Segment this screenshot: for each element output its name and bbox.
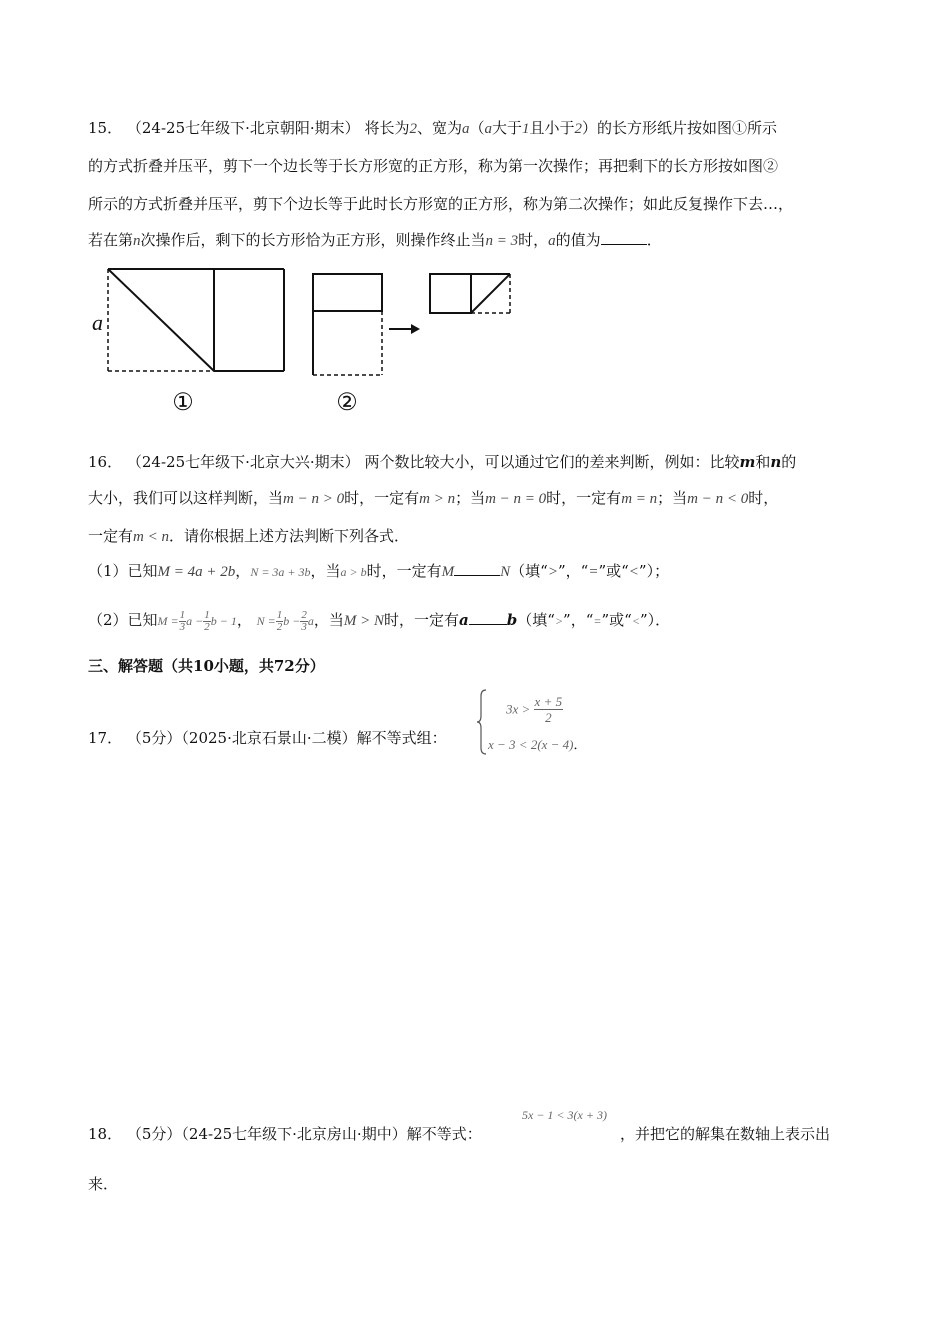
- text: ，: [235, 562, 251, 580]
- text: 两个数比较大小，可以通过它们的差来判断，例如：比较: [364, 453, 740, 471]
- math-var: n: [133, 233, 141, 249]
- text: ”）．: [639, 611, 671, 629]
- fraction: [203, 610, 211, 633]
- text: 的值为: [555, 231, 601, 249]
- q16-line-1: [88, 452, 796, 472]
- numerator: 1: [276, 608, 283, 621]
- question-source: （24-25七年级下·北京朝阳·期末）: [126, 119, 360, 137]
- answer-blank[interactable]: [454, 561, 500, 576]
- math-expr: a −: [186, 614, 204, 628]
- text: ”或“: [601, 611, 632, 629]
- math-value: 2: [574, 121, 583, 137]
- math-expr: m > n: [419, 491, 456, 507]
- text: 时，一定有: [546, 489, 622, 507]
- text: ”，“: [557, 562, 589, 580]
- question-score: （5分）: [126, 1125, 182, 1143]
- math-var: a: [484, 121, 492, 137]
- math-expr: m − n = 0: [485, 491, 547, 507]
- text: ）的长方形纸片按如图①所示: [582, 119, 778, 137]
- math-expr: b −: [283, 614, 301, 628]
- q18-line-1-cont: ，并把它的解集在数轴上表示出: [620, 1125, 831, 1143]
- math-var: a: [307, 614, 314, 628]
- text: 一定有: [88, 527, 134, 545]
- q15-line-1: [88, 118, 777, 139]
- text: 解不等式：: [406, 1125, 482, 1143]
- text: 的: [781, 453, 797, 471]
- figure-2: [313, 274, 382, 416]
- denominator: 2: [545, 710, 552, 725]
- q17-line: [88, 728, 447, 748]
- q15-line-4: [88, 230, 662, 251]
- answer-blank[interactable]: [469, 610, 507, 625]
- part-label: （1）已知: [88, 562, 158, 580]
- inequality-1: [506, 694, 563, 725]
- inequality-2: [488, 734, 587, 753]
- math-var: M: [441, 564, 455, 580]
- text: 且小于: [529, 119, 575, 137]
- q18-line-2: 来．: [88, 1175, 119, 1193]
- text: 若在第: [88, 231, 134, 249]
- math-symbol: =: [593, 614, 602, 628]
- math-expr: N =: [256, 614, 276, 628]
- question-source: （24-25七年级下·北京大兴·期末）: [126, 453, 360, 471]
- text: 、宽为: [416, 119, 462, 137]
- question-number: 18．: [88, 1125, 123, 1143]
- denominator: 3: [179, 620, 186, 633]
- part-label: （2）已知: [88, 611, 158, 629]
- denominator: 2: [204, 620, 210, 633]
- q16-part-1: [88, 561, 669, 582]
- text: ”）；: [638, 562, 670, 580]
- text: 次操作后，剩下的长方形恰为正方形，则操作终止当: [140, 231, 486, 249]
- math-var: m: [739, 453, 756, 471]
- numerator: x + 5: [534, 694, 563, 709]
- q17-inequality-system: [476, 688, 616, 758]
- question-source: （24-25七年级下·北京房山·期中）: [181, 1125, 407, 1143]
- answer-blank[interactable]: [601, 230, 647, 245]
- text: 时，一定有: [384, 611, 460, 629]
- numerator: 1: [179, 608, 186, 621]
- fraction: [534, 694, 564, 725]
- math-expr: n = 3: [485, 233, 519, 249]
- question-source: （2025·北京石景山·二模）: [181, 729, 357, 747]
- math-symbol: <: [631, 614, 640, 628]
- math-symbol: >: [554, 614, 564, 628]
- math-value: 1: [522, 121, 530, 137]
- figure-1-label: ①: [172, 390, 194, 416]
- math-var: a: [548, 233, 556, 249]
- math-expr: M = 4a + 2b: [157, 564, 236, 580]
- question-number: 17．: [88, 729, 123, 747]
- q15-figure: [80, 262, 540, 422]
- text: 时，一定有: [366, 562, 442, 580]
- text: 大小，我们可以这样判断，当: [88, 489, 284, 507]
- math-var: N: [500, 564, 511, 580]
- figure-2-label: ②: [336, 390, 358, 416]
- text: ，: [236, 611, 252, 629]
- text: （填“: [510, 562, 548, 580]
- text: 时，: [748, 489, 779, 507]
- math-expr: m = n: [621, 491, 658, 507]
- math-value: 2: [409, 121, 417, 137]
- text: ，当: [310, 562, 341, 580]
- math-var: a: [461, 121, 470, 137]
- text: （填“: [517, 611, 555, 629]
- math-expr: m − n < 0: [687, 491, 749, 507]
- text: ；当: [657, 489, 688, 507]
- q18-inequality: 5x − 1 < 3(x + 3): [522, 1108, 607, 1122]
- math-symbol: <: [628, 564, 639, 580]
- math-var: n: [770, 453, 782, 471]
- math-expr: m < n: [133, 529, 169, 545]
- q15-line-3: 所示的方式折叠并压平，剪下个边长等于此时长方形宽的正方形，称为第二次操作；如此反复操作下去…，: [88, 195, 794, 213]
- numerator: 1: [204, 608, 210, 621]
- math-symbol: >: [547, 564, 558, 580]
- q16-line-3: [88, 526, 409, 547]
- math-symbol: =: [588, 564, 599, 580]
- text: ，当: [313, 611, 344, 629]
- question-number: 15．: [88, 119, 123, 137]
- math-expr: 3x >: [506, 701, 531, 717]
- text: ”，“: [563, 611, 594, 629]
- text: ；当: [455, 489, 486, 507]
- text: 时，: [518, 231, 549, 249]
- text: 大于: [491, 119, 522, 137]
- figure-3: [430, 274, 510, 313]
- q18-line-1: [88, 1124, 482, 1144]
- text: 将长为: [364, 119, 410, 137]
- question-number: 16．: [88, 453, 123, 471]
- fraction: [300, 610, 308, 633]
- q15-line-2: 的方式折叠并压平，剪下一个边长等于长方形宽的正方形，称为第一次操作；再把剩下的长方形按如图②: [88, 157, 779, 175]
- numerator: 2: [301, 608, 307, 621]
- brace-icon: [476, 688, 488, 756]
- q16-line-2: [88, 488, 778, 509]
- text: ．: [646, 231, 662, 249]
- q16-part-2: [88, 606, 670, 635]
- math-expr: x − 3 < 2(x − 4): [488, 737, 574, 752]
- math-expr: a > b: [340, 565, 367, 579]
- denominator: 2: [276, 620, 283, 633]
- denominator: 3: [301, 620, 307, 633]
- text: 和: [755, 453, 771, 471]
- math-expr: m − n > 0: [283, 491, 345, 507]
- math-var: b: [506, 611, 518, 629]
- math-var: a: [459, 611, 469, 629]
- text: ．请你根据上述方法判断下列各式．: [168, 527, 409, 545]
- text: ”或“: [598, 562, 629, 580]
- arrow-icon: [389, 324, 420, 334]
- question-score: （5分）: [126, 729, 182, 747]
- section-heading: 三、解答题（共10小题，共72分）: [88, 657, 325, 675]
- math-expr: M =: [157, 614, 179, 628]
- text: 解不等式组：: [356, 729, 447, 747]
- text: 时，一定有: [344, 489, 420, 507]
- math-expr: M > N: [343, 613, 385, 629]
- math-expr: N = 3a + 3b: [250, 565, 311, 579]
- text: （: [469, 119, 485, 137]
- text: ．: [573, 737, 587, 752]
- side-label-a: a: [92, 310, 103, 335]
- math-expr: b − 1: [210, 614, 237, 628]
- figure-1: [92, 269, 284, 416]
